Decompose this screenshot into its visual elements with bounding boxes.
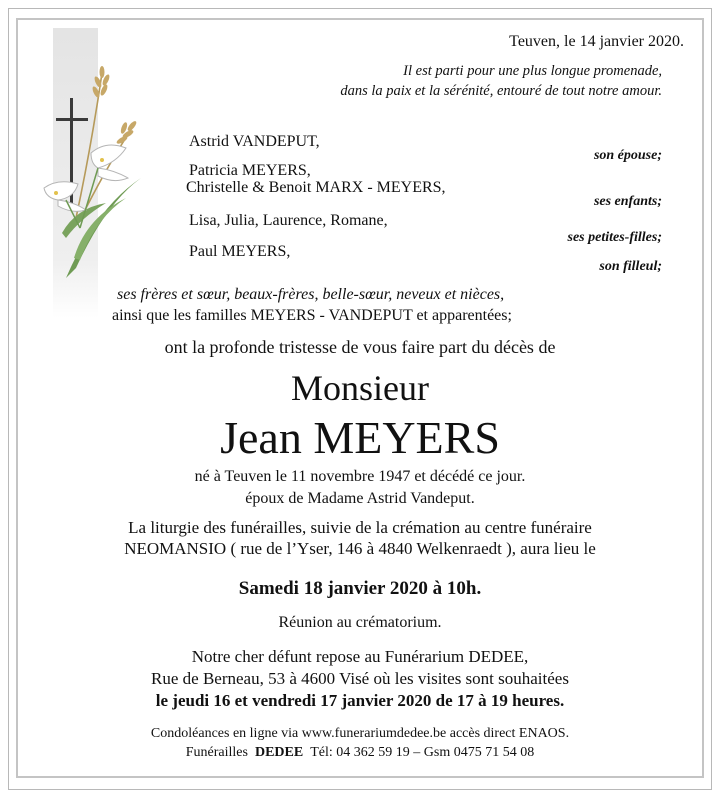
reunion-line: Réunion au crématorium. <box>278 614 442 631</box>
visitation-line-2: Rue de Berneau, 53 à 4600 Visé où les visites sont souhaitées <box>151 669 569 688</box>
family-name-3: Christelle & Benoit MARX - MEYERS, <box>186 179 446 196</box>
ceremony-line-2: NEOMANSIO ( rue de l’Yser, 146 à 4840 Welkenraedt ), aura lieu le <box>124 539 596 558</box>
family-name-1: Astrid VANDEPUT, <box>189 133 320 150</box>
ceremony-date: Samedi 18 janvier 2020 à 10h. <box>238 578 482 599</box>
family-role-1: son épouse; <box>593 148 662 163</box>
quote-line-2: dans la paix et la sérénité, entouré de tout notre amour. <box>340 83 662 99</box>
deceased-title: Monsieur <box>291 368 429 408</box>
others-line-1: ses frères et sœur, beaux-frères, belle-sœur, neveux et nièces, <box>117 286 505 303</box>
family-name-4: Lisa, Julia, Laurence, Romane, <box>189 212 388 229</box>
visitation-line-3: le jeudi 16 et vendredi 17 janvier 2020 de 17 à 19 heures. <box>155 691 565 710</box>
ceremony-line-1: La liturgie des funérailles, suivie de la crémation au centre funéraire <box>128 518 592 537</box>
date-line: Teuven, le 14 janvier 2020. <box>509 33 684 50</box>
funeral-prefix: Funérailles <box>185 745 248 760</box>
announcement: ont la profonde tristesse de vous faire part du décès de <box>164 337 556 357</box>
family-name-5: Paul MEYERS, <box>189 243 291 260</box>
spouse-line: époux de Madame Astrid Vandeput. <box>245 490 475 507</box>
funeral-contact: Tél: 04 362 59 19 – Gsm 0475 71 54 08 <box>310 745 535 760</box>
condolences-line: Condoléances en ligne via www.funerariumdedee.be accès direct ENAOS. <box>150 726 570 741</box>
deceased-name: Jean MEYERS <box>220 412 500 463</box>
family-role-5: son filleul; <box>599 259 662 274</box>
family-role-4: ses petites-filles; <box>567 230 662 245</box>
family-name-2: Patricia MEYERS, <box>189 162 311 179</box>
funeral-line <box>16 745 704 761</box>
visitation-line-1: Notre cher défunt repose au Funérarium DEDEE, <box>191 647 529 666</box>
quote-line-1: Il est parti pour une plus longue promenade, <box>403 63 662 79</box>
others-line-2: ainsi que les familles MEYERS - VANDEPUT et apparentées; <box>112 307 512 324</box>
funeral-name: DEDEE <box>254 745 304 760</box>
family-role-3: ses enfants; <box>593 194 662 209</box>
birth-line: né à Teuven le 11 novembre 1947 et décédé ce jour. <box>194 468 526 485</box>
cross-lily-wheat-icon <box>36 28 146 318</box>
